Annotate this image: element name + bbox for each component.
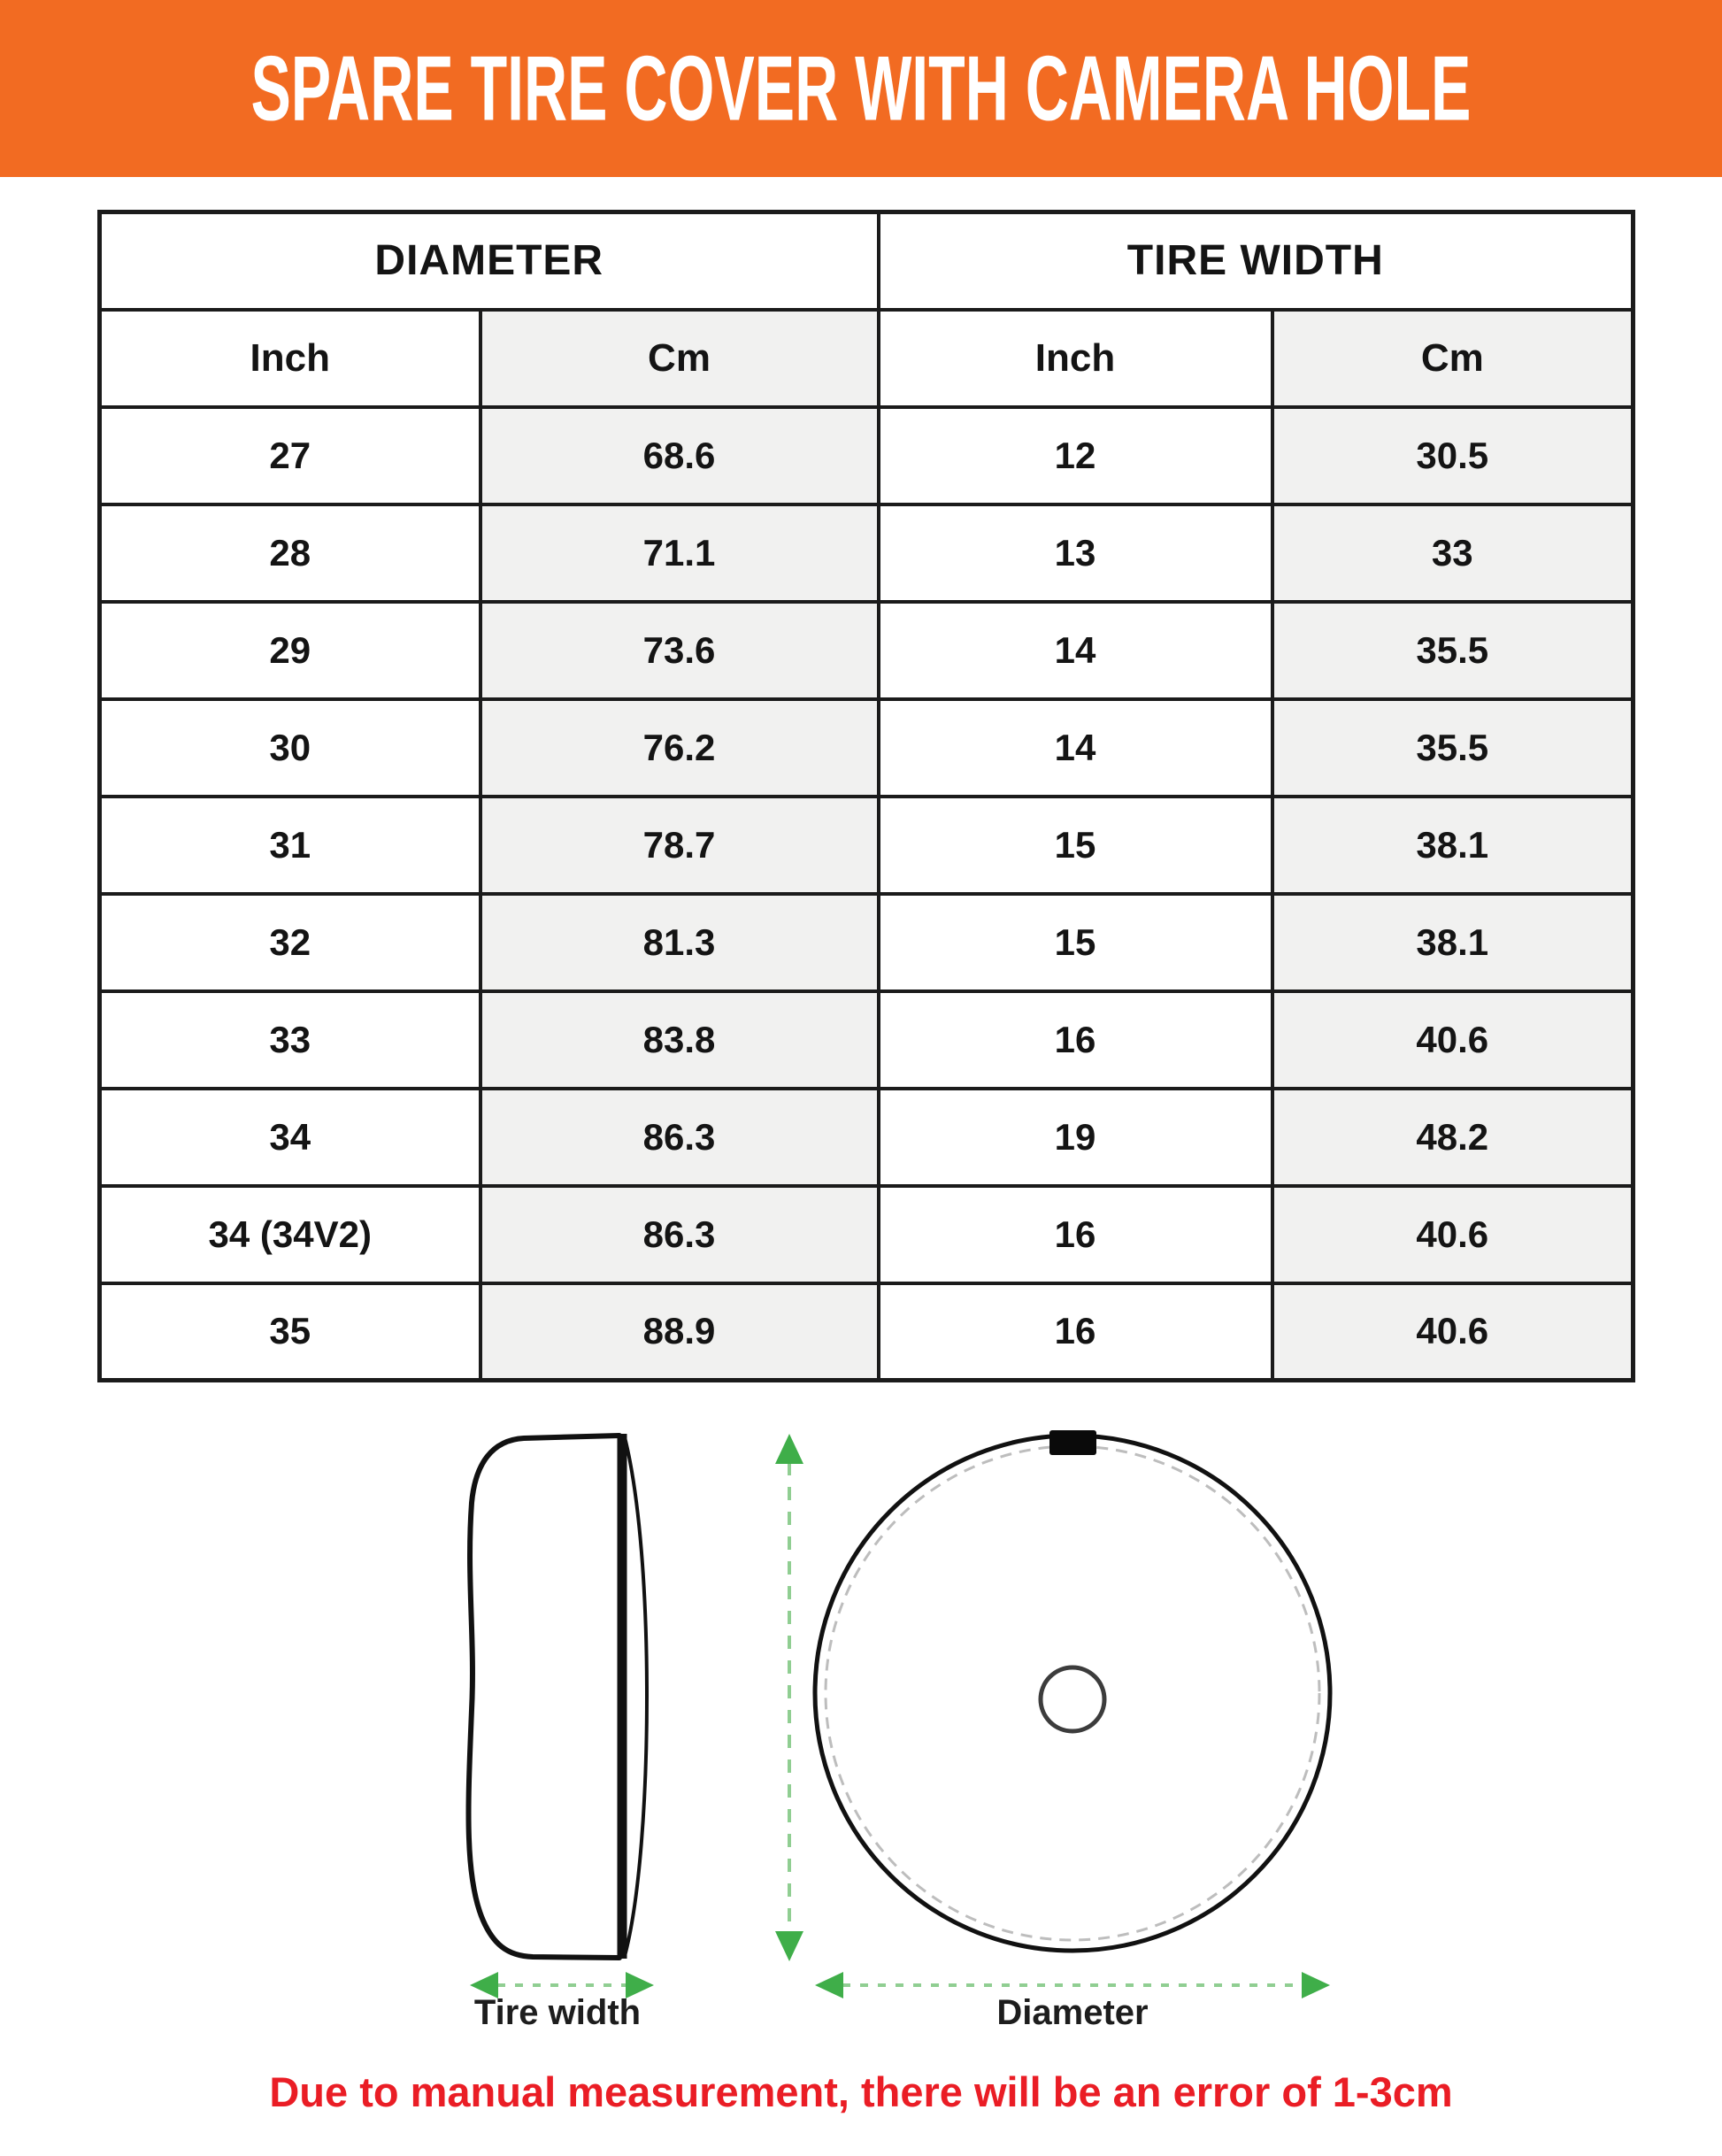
title-banner	[0, 0, 1722, 177]
group-header-row	[100, 212, 1634, 310]
table-row	[100, 407, 1634, 504]
diameter-inch-cell: 33	[100, 991, 480, 1089]
table-row	[100, 699, 1634, 797]
diameter-cm-cell: 81.3	[480, 894, 879, 991]
width-cm-header: Cm	[1272, 310, 1634, 407]
width-inch-cell: 19	[879, 1089, 1272, 1186]
tire-width-group-header: TIRE WIDTH	[879, 212, 1634, 310]
width-cm-cell: 40.6	[1272, 1186, 1634, 1283]
diameter-cm-cell: 73.6	[480, 602, 879, 699]
width-inch-cell: 14	[879, 699, 1272, 797]
width-inch-cell: 12	[879, 407, 1272, 504]
width-cm-cell: 38.1	[1272, 894, 1634, 991]
tire-front-view	[815, 1430, 1330, 1951]
width-inch-cell: 13	[879, 504, 1272, 602]
camera-hole	[1041, 1667, 1104, 1731]
diameter-cm-cell: 83.8	[480, 991, 879, 1089]
table-row	[100, 797, 1634, 894]
measurement-error-note: Due to manual measurement, there will be an error of 1-3cm	[269, 2068, 1453, 2115]
diameter-inch-cell: 34	[100, 1089, 480, 1186]
diameter-cm-cell: 86.3	[480, 1089, 879, 1186]
width-inch-header: Inch	[879, 310, 1272, 407]
width-cm-cell: 48.2	[1272, 1089, 1634, 1186]
diameter-cm-header: Cm	[480, 310, 879, 407]
diameter-cm-cell: 68.6	[480, 407, 879, 504]
width-cm-cell: 35.5	[1272, 602, 1634, 699]
page-title: SPARE TIRE COVER WITH CAMERA HOLE	[250, 36, 1472, 140]
diameter-inch-cell: 28	[100, 504, 480, 602]
width-inch-cell: 16	[879, 1283, 1272, 1381]
width-cm-cell: 30.5	[1272, 407, 1634, 504]
table-row	[100, 894, 1634, 991]
diameter-inch-header: Inch	[100, 310, 480, 407]
diameter-cm-cell: 86.3	[480, 1186, 879, 1283]
width-inch-cell: 15	[879, 797, 1272, 894]
size-chart-table	[97, 210, 1635, 1382]
tire-side-view	[469, 1434, 647, 1959]
hanger-tab	[1049, 1430, 1096, 1455]
table-row	[100, 991, 1634, 1089]
width-cm-cell: 40.6	[1272, 1283, 1634, 1381]
diameter-vertical-arrow	[775, 1434, 803, 1961]
diameter-cm-cell: 88.9	[480, 1283, 879, 1381]
diameter-inch-cell: 27	[100, 407, 480, 504]
width-cm-cell: 40.6	[1272, 991, 1634, 1089]
diameter-inch-cell: 34 (34V2)	[100, 1186, 480, 1283]
table-row	[100, 1186, 1634, 1283]
diameter-inch-cell: 32	[100, 894, 480, 991]
diameter-inch-cell: 29	[100, 602, 480, 699]
width-inch-cell: 14	[879, 602, 1272, 699]
width-inch-cell: 15	[879, 894, 1272, 991]
diameter-cm-cell: 78.7	[480, 797, 879, 894]
width-cm-cell: 35.5	[1272, 699, 1634, 797]
diameter-cm-cell: 76.2	[480, 699, 879, 797]
width-inch-cell: 16	[879, 1186, 1272, 1283]
width-inch-cell: 16	[879, 991, 1272, 1089]
diameter-inch-cell: 35	[100, 1283, 480, 1381]
diameter-group-header: DIAMETER	[100, 212, 879, 310]
measurement-diagram	[0, 1416, 1722, 2018]
tire-width-label: Tire width	[473, 1993, 642, 2032]
diameter-cm-cell: 71.1	[480, 504, 879, 602]
unit-header-row	[100, 310, 1634, 407]
width-cm-cell: 33	[1272, 504, 1634, 602]
table-row	[100, 1089, 1634, 1186]
table-row	[100, 602, 1634, 699]
table-row	[100, 1283, 1634, 1381]
table-row	[100, 504, 1634, 602]
diameter-inch-cell: 30	[100, 699, 480, 797]
diameter-label: Diameter	[996, 1993, 1149, 2032]
width-cm-cell: 38.1	[1272, 797, 1634, 894]
diameter-inch-cell: 31	[100, 797, 480, 894]
